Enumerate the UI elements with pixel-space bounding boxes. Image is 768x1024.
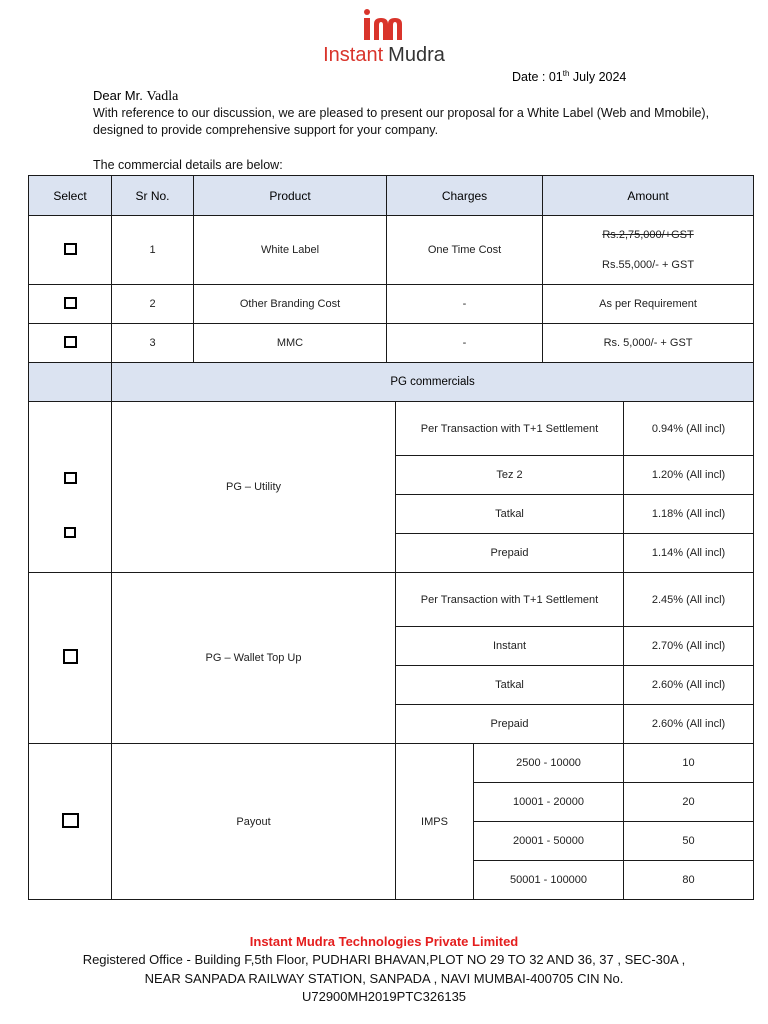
logo-wordmark: Instant Mudra <box>323 44 445 66</box>
charge-type-cell: Per Transaction with T+1 Settlement <box>396 402 624 456</box>
pg-commercials-title: PG commercials <box>112 363 754 402</box>
select-checkbox[interactable] <box>64 472 77 484</box>
commercial-table <box>28 175 754 900</box>
footer-company-name: Instant Mudra Technologies Private Limited <box>249 934 519 949</box>
rate-cell: 1.20% (All incl) <box>624 456 754 495</box>
charge-type-cell: Tatkal <box>396 666 624 705</box>
select-checkbox[interactable] <box>63 649 78 664</box>
header-product: Product <box>194 176 387 216</box>
select-checkbox[interactable] <box>64 297 77 309</box>
slab-fee-cell: 10 <box>624 744 754 783</box>
slab-range-cell: 2500 - 10000 <box>474 744 624 783</box>
rate-cell: 2.60% (All incl) <box>624 666 754 705</box>
original-price: Rs.2,75,000/+GST <box>602 229 694 241</box>
recipient-name: Vadla <box>146 89 179 104</box>
slab-range-cell: 20001 - 50000 <box>474 822 624 861</box>
amount-cell: Rs. 5,000/- + GST <box>543 324 754 363</box>
table-row <box>29 744 754 783</box>
header-charges: Charges <box>387 176 543 216</box>
slab-range-cell: 10001 - 20000 <box>474 783 624 822</box>
amount-cell: As per Requirement <box>543 285 754 324</box>
header-select: Select <box>29 176 112 216</box>
slab-fee-cell: 80 <box>624 861 754 900</box>
rate-cell: 2.45% (All incl) <box>624 573 754 627</box>
letter-date: Date : 01th July 2024 <box>512 69 627 85</box>
pg-utility-label: PG – Utility <box>112 402 396 573</box>
offer-price: Rs.55,000/- + GST <box>602 259 695 271</box>
select-checkbox[interactable] <box>64 243 77 255</box>
im-logo-icon <box>358 8 410 42</box>
amount-cell <box>543 216 754 285</box>
charge-type-cell: Prepaid <box>396 534 624 573</box>
salutation: Dear Mr. <box>93 88 143 103</box>
table-row <box>29 573 754 627</box>
table-row <box>29 324 754 363</box>
sr-no-cell: 3 <box>112 324 194 363</box>
rate-cell: 0.94% (All incl) <box>624 402 754 456</box>
charges-cell: - <box>387 285 543 324</box>
charge-type-cell: Tez 2 <box>396 456 624 495</box>
select-checkbox[interactable] <box>62 813 79 828</box>
rate-cell: 2.70% (All incl) <box>624 627 754 666</box>
rate-cell: 1.18% (All incl) <box>624 495 754 534</box>
charges-cell: - <box>387 324 543 363</box>
company-logo <box>0 8 768 66</box>
table-header-row <box>29 176 754 216</box>
pg-wallet-label: PG – Wallet Top Up <box>112 573 396 744</box>
product-cell: White Label <box>194 216 387 285</box>
product-cell: Other Branding Cost <box>194 285 387 324</box>
charge-type-cell: Prepaid <box>396 705 624 744</box>
product-cell: MMC <box>194 324 387 363</box>
charge-type-cell: Tatkal <box>396 495 624 534</box>
header-amount: Amount <box>543 176 754 216</box>
charges-cell: One Time Cost <box>387 216 543 285</box>
select-checkbox[interactable] <box>64 527 76 538</box>
table-row <box>29 285 754 324</box>
charge-type-cell: Per Transaction with T+1 Settlement <box>396 573 624 627</box>
pg-commercials-header-row <box>29 363 754 402</box>
slab-range-cell: 50001 - 100000 <box>474 861 624 900</box>
sr-no-cell: 2 <box>112 285 194 324</box>
commercial-intro: The commercial details are below: <box>93 158 283 172</box>
table-row <box>29 216 754 285</box>
select-checkbox[interactable] <box>64 336 77 348</box>
sr-no-cell: 1 <box>112 216 194 285</box>
payout-label: Payout <box>112 744 396 900</box>
header-sr-no: Sr No. <box>112 176 194 216</box>
rate-cell: 2.60% (All incl) <box>624 705 754 744</box>
charge-type-cell: Instant <box>396 627 624 666</box>
greeting <box>93 88 178 105</box>
intro-paragraph: With reference to our discussion, we are pleased to present our proposal for a White Label (Web and Mmobile), designed to provide comprehensive support for your company. <box>93 106 710 137</box>
payout-mode: IMPS <box>396 744 474 900</box>
table-row <box>29 402 754 456</box>
footer-address: Registered Office - Building F,5th Floor, PUDHARI BHAVAN,PLOT NO 29 TO 32 AND 36, 37 , SEC-30A , NEAR SANPADA RAILWAY STATION, SANPADA , NAVI MUMBAI-400705 CIN No. U72900MH2019PTC326135 <box>82 952 686 1004</box>
slab-fee-cell: 20 <box>624 783 754 822</box>
rate-cell: 1.14% (All incl) <box>624 534 754 573</box>
footer <box>0 933 768 1007</box>
slab-fee-cell: 50 <box>624 822 754 861</box>
